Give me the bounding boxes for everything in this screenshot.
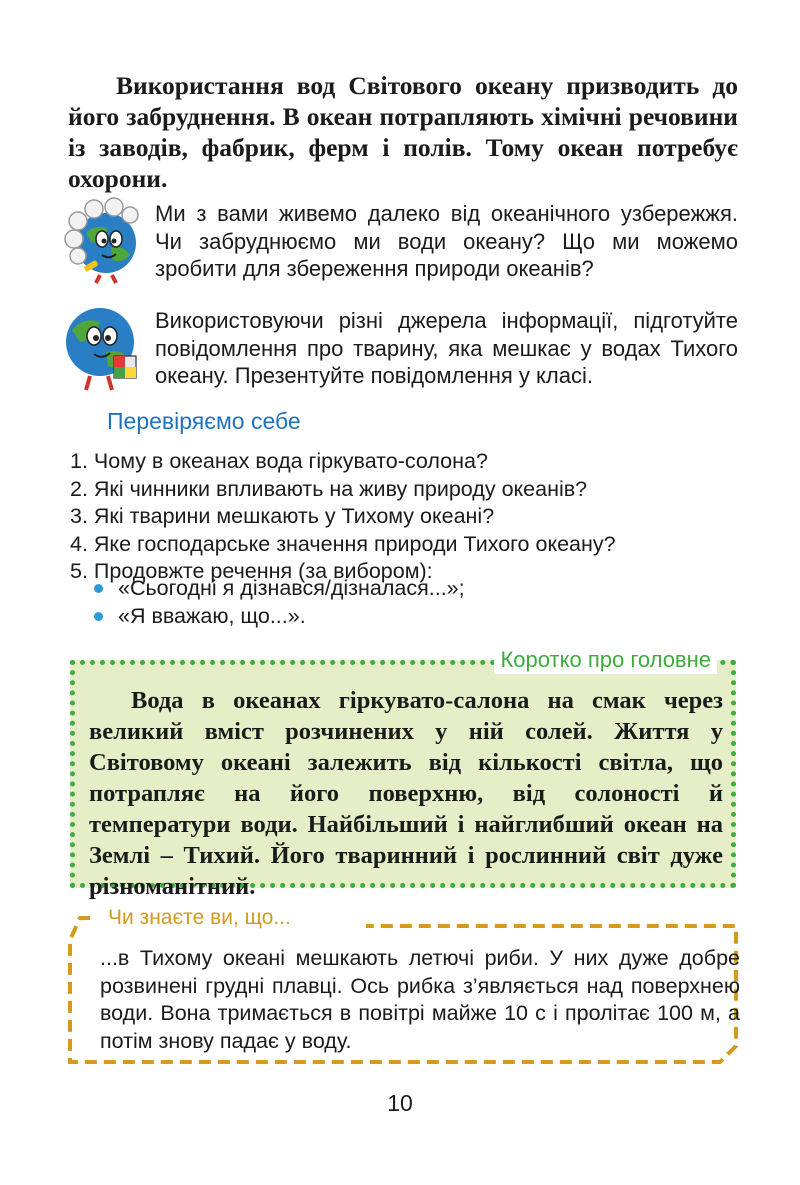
task-research: Використовуючи різні джерела інформації, підготуйте повідомлення про тварину, яка мешкає у водах Тихого океану. Презентуйте повідомлення у класі. xyxy=(155,308,738,388)
task-discussion: Ми з вами живемо далеко від океанічного узбережжя. Чи забруднюємо ми води океану? Що ми можемо зробити для збереження природи океанів? xyxy=(155,201,738,281)
list-item: 2. Які чинники впливають на живу природу океанів? xyxy=(70,476,588,501)
check-yourself-heading: Перевіряємо себе xyxy=(107,408,301,434)
list-item: «Сьогодні я дізнався/дізналася...»; xyxy=(94,574,465,602)
page-number: 10 xyxy=(387,1090,413,1116)
intro-paragraph: Використання вод Світового океану призводить до його забруднення. В океан потрапляють хімічні речовини із заводів, фабрик, ферм і полів. Тому океан потребує охорони. xyxy=(68,71,738,193)
did-you-know-heading: Чи знаєте ви, що... xyxy=(104,906,295,930)
list-item: 4. Яке господарське значення природи Тихого океану? xyxy=(70,531,616,556)
list-item: 3. Які тварини мешкають у Тихому океані? xyxy=(70,504,495,528)
summary-text: Вода в океанах гіркувато-салона на смак через великий вміст розчинених у ній солей. Життя у Світовому океані залежить від кількості світла, що потрапляє на його поверхню, від солоності й температури води. Найбільший і найглибший океан на Землі – Тихий. Його тваринний і рослинний світ дуже різноманітний. xyxy=(89,687,723,900)
list-item: 1. Чому в океанах вода гіркувато-солона? xyxy=(70,449,488,473)
summary-heading: Коротко про головне xyxy=(494,646,717,674)
did-you-know-text: ...в Тихому океані мешкають летючі риби. У них дуже добре розвинені грудні плавці. Ось рибка з’являється над поверхнею води. Вона тримається в повітрі майже 10 с і пролітає 100 м, а потім знову падає у воду. xyxy=(100,946,740,1053)
list-item: «Я вважаю, що...». xyxy=(94,602,465,630)
list-item: 5. Продовжте речення (за вибором): xyxy=(70,559,433,583)
